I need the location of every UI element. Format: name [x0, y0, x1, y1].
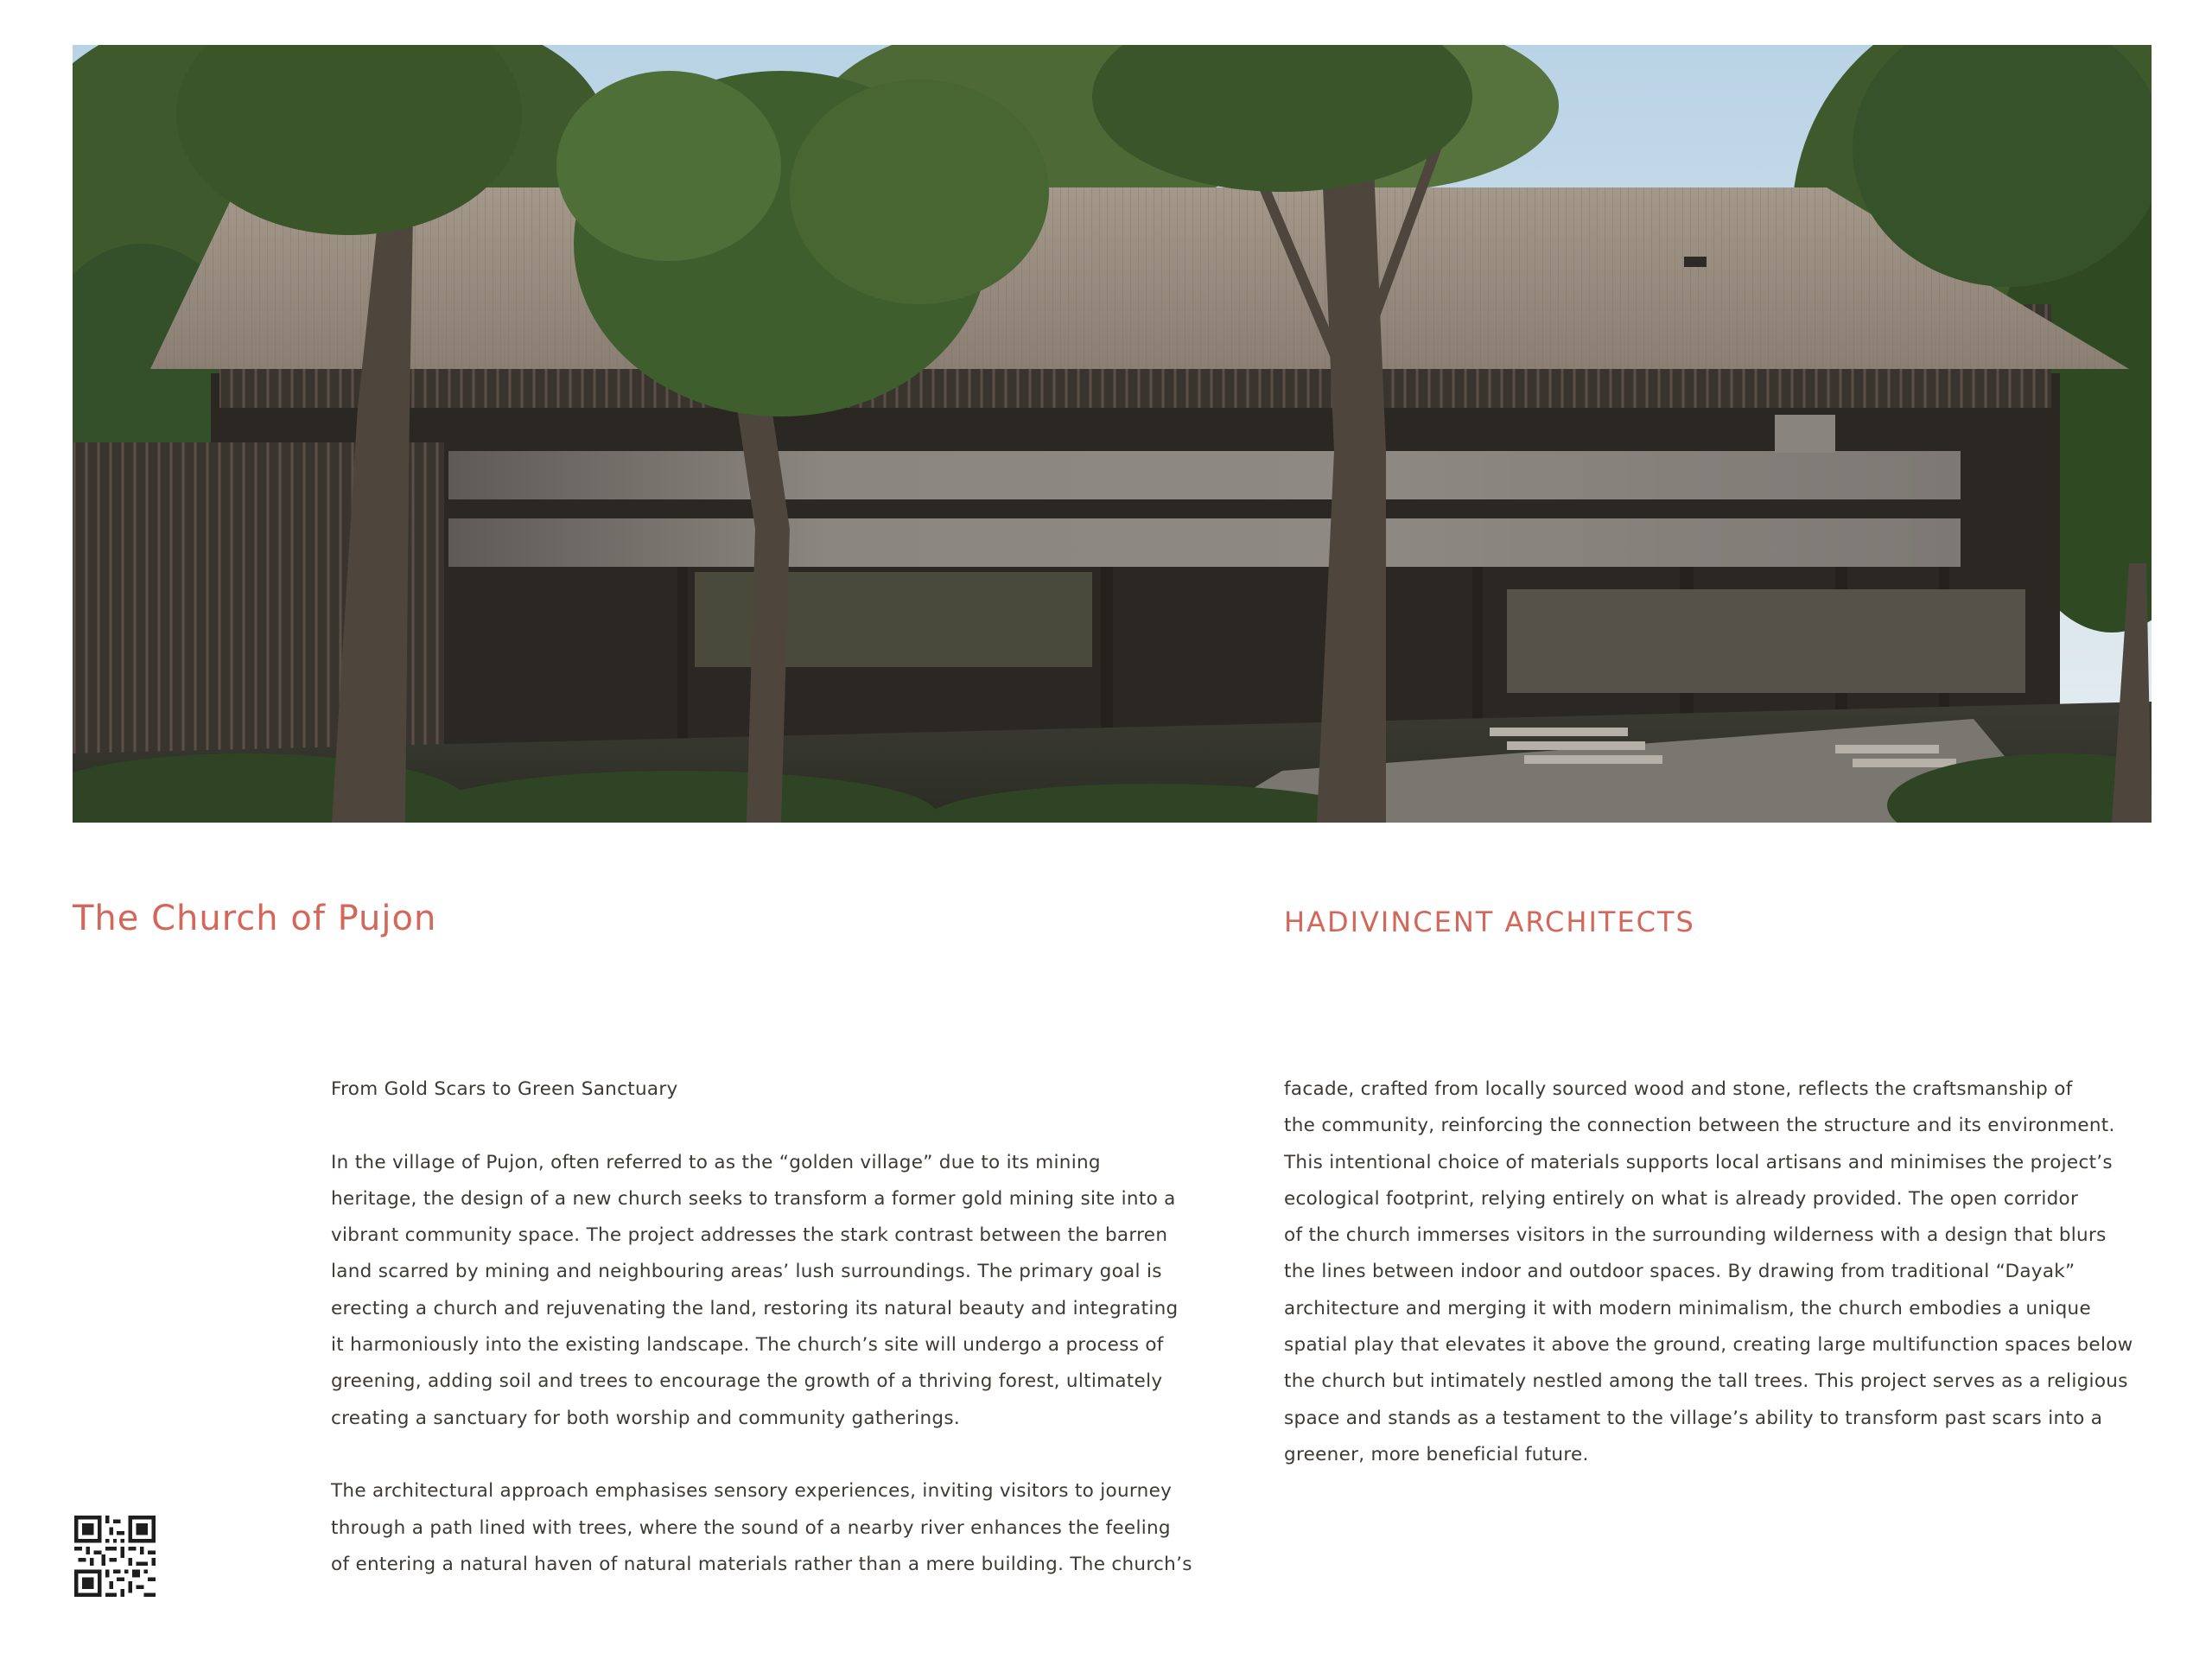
text-line: the church but intimately nestled among the tall trees. This project serves as a religious — [1284, 1370, 2128, 1393]
text-line: space and stands as a testament to the village’s ability to transform past scars into a — [1284, 1407, 2103, 1429]
qr-code-graphic — [74, 1516, 156, 1597]
text-line: of entering a natural haven of natural materials rather than a mere building. The church’s — [331, 1553, 1192, 1575]
article-subtitle: From Gold Scars to Green Sanctuary — [331, 1078, 678, 1100]
text-line: In the village of Pujon, often referred to as the “golden village” due to its mining — [331, 1151, 1101, 1173]
article-column-right — [1284, 1071, 2148, 1473]
text-line: architecture and merging it with modern minimalism, the church embodies a unique — [1284, 1297, 2091, 1319]
text-line: the lines between indoor and outdoor spaces. By drawing from traditional “Dayak” — [1284, 1261, 2075, 1283]
architect-name: HADIVINCENT ARCHITECTS — [1284, 906, 1695, 938]
text-line: The architectural approach emphasises sensory experiences, inviting visitors to journey — [331, 1480, 1173, 1503]
article-paragraph-2 — [331, 1473, 1195, 1583]
article-column-left — [331, 1071, 1195, 1583]
text-line: it harmoniously into the existing landscape. The church’s site will undergo a process of — [331, 1334, 1164, 1357]
text-line: the community, reinforcing the connection between the structure and its environment. — [1284, 1115, 2115, 1137]
text-line: creating a sanctuary for both worship and community gatherings. — [331, 1407, 961, 1429]
article-paragraph-1 — [331, 1145, 1195, 1437]
text-line: facade, crafted from locally sourced wood and stone, reflects the craftsmanship of — [1284, 1078, 2073, 1100]
text-line: erecting a church and rejuvenating the land, restoring its natural beauty and integrating — [331, 1297, 1179, 1319]
text-line: heritage, the design of a new church seeks to transform a former gold mining site into a — [331, 1187, 1176, 1210]
article-paragraph-3 — [1284, 1071, 2148, 1473]
text-line: greening, adding soil and trees to encourage the growth of a thriving forest, ultimately — [331, 1370, 1163, 1393]
text-line: greener, more beneficial future. — [1284, 1443, 1589, 1465]
hero-rendering — [73, 45, 2152, 823]
text-line: spatial play that elevates it above the ground, creating large multifunction spaces below — [1284, 1334, 2133, 1357]
text-line: of the church immerses visitors in the surrounding wilderness with a design that blurs — [1284, 1224, 2107, 1247]
qr-code-icon[interactable] — [74, 1516, 156, 1597]
text-line: This intentional choice of materials supports local artisans and minimises the project’s — [1284, 1151, 2113, 1173]
text-line: through a path lined with trees, where the sound of a nearby river enhances the feeling — [331, 1516, 1171, 1539]
project-title: The Church of Pujon — [73, 899, 437, 938]
text-line: vibrant community space. The project addresses the stark contrast between the barren — [331, 1224, 1168, 1247]
text-line: ecological footprint, relying entirely on what is already provided. The open corridor — [1284, 1187, 2079, 1210]
church-rendering-illustration — [73, 45, 2152, 823]
text-line: land scarred by mining and neighbouring areas’ lush surroundings. The primary goal is — [331, 1261, 1162, 1283]
